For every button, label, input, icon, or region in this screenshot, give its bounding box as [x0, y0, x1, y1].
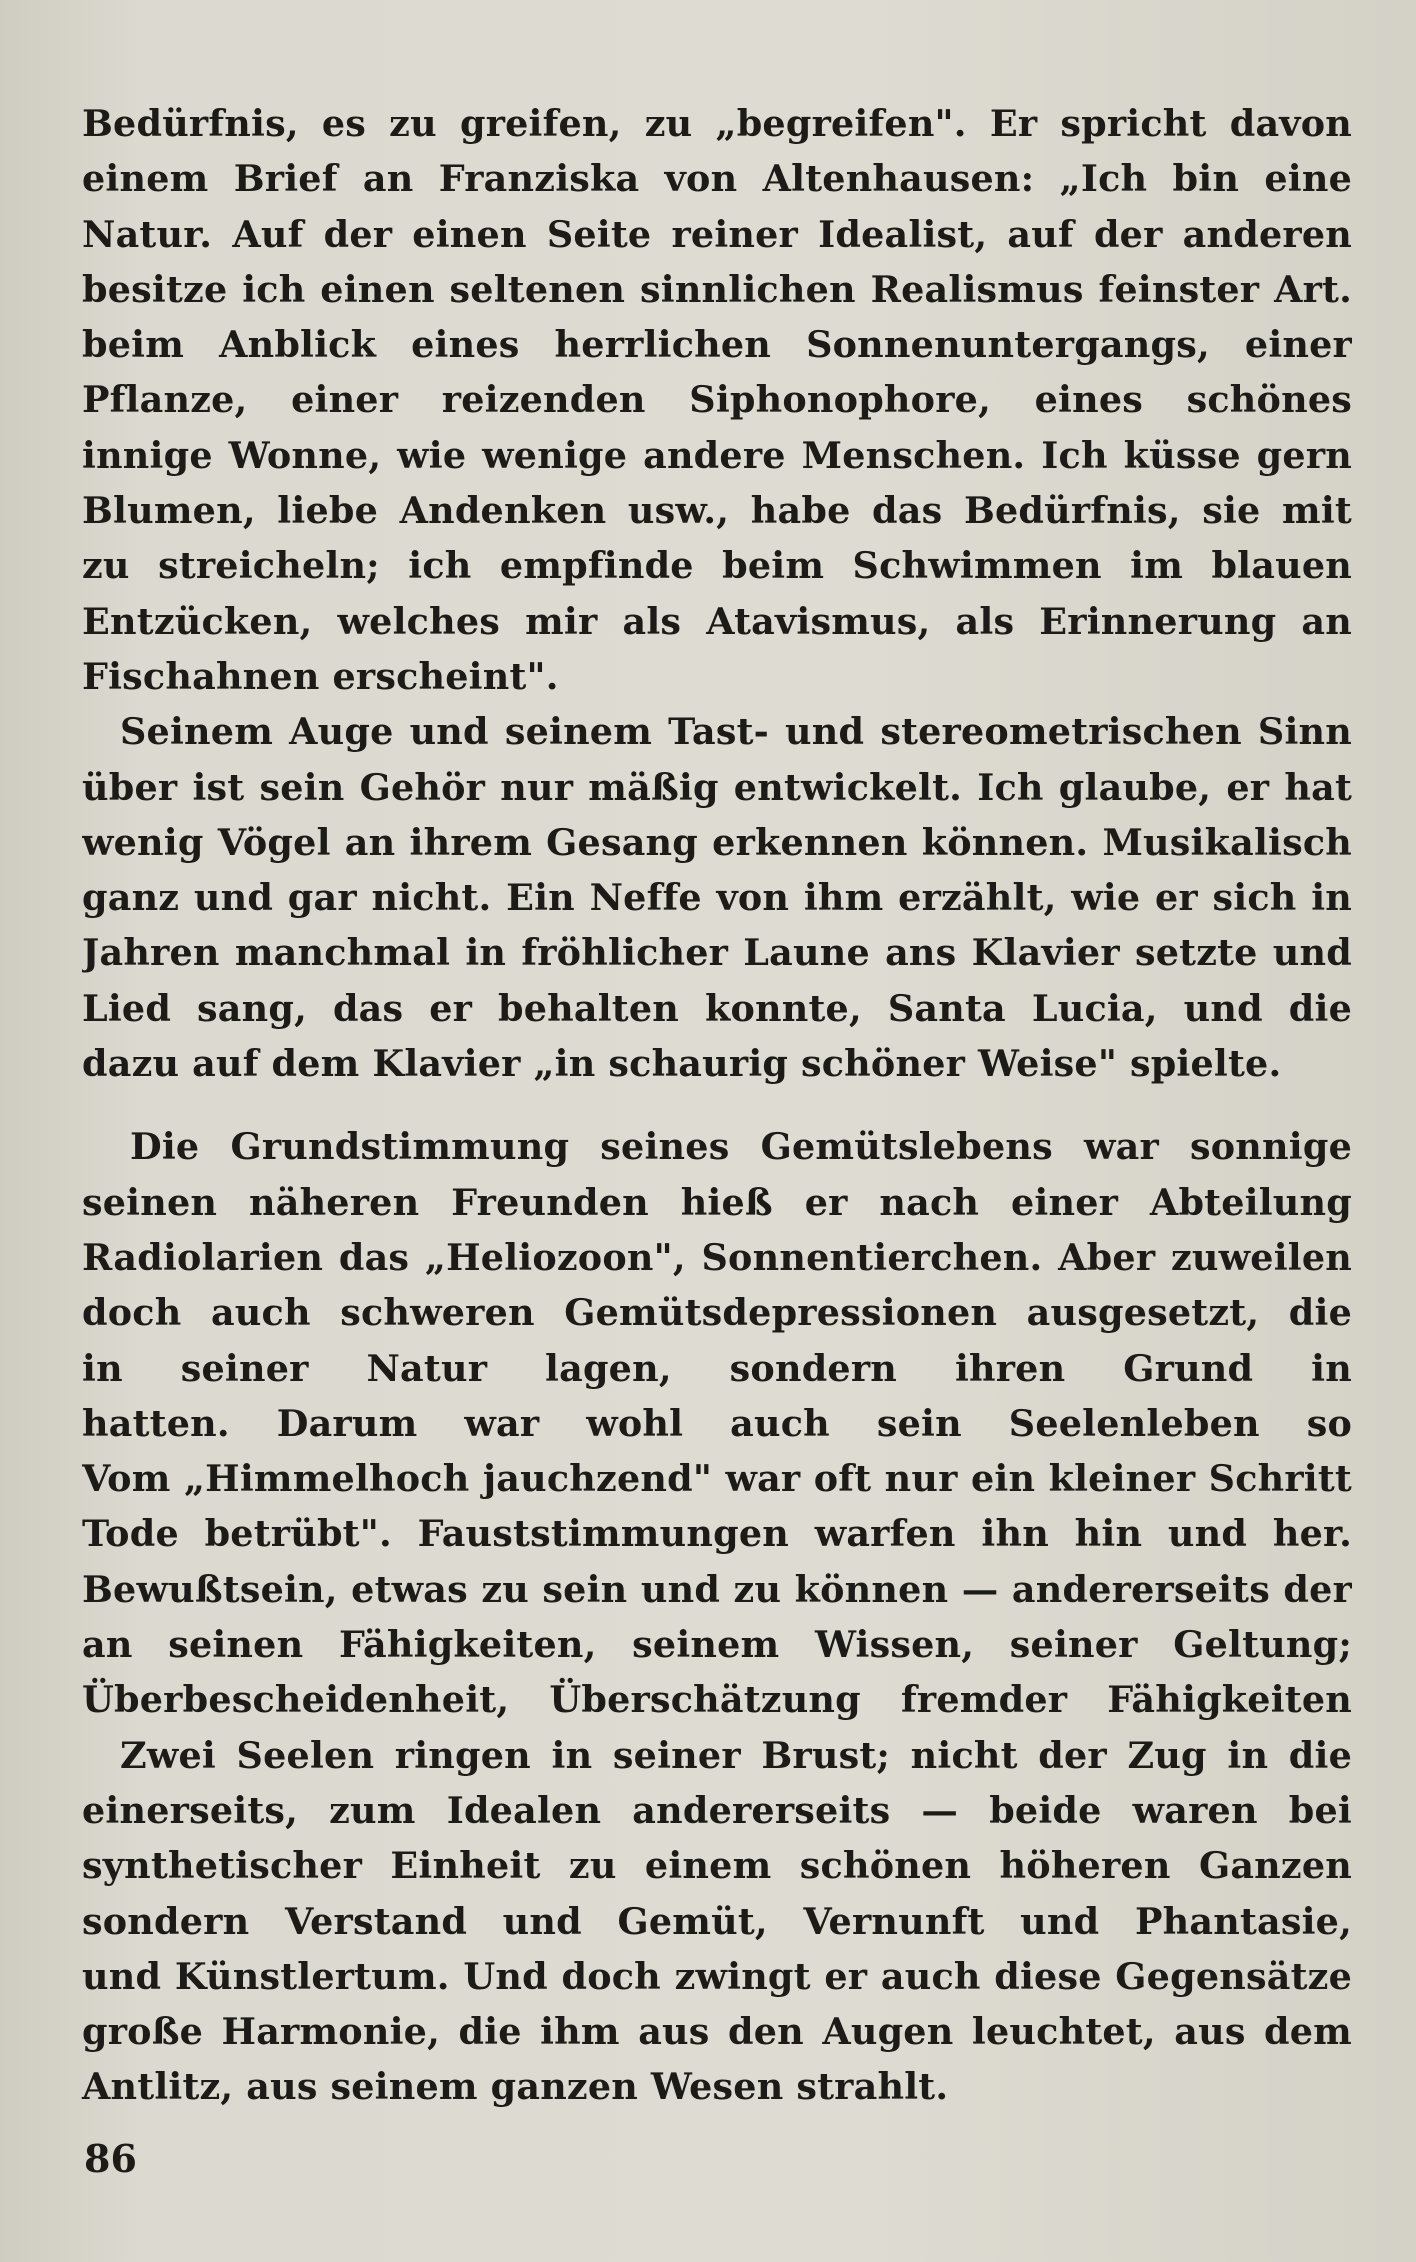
text-line: einem Brief an Franziska von Altenhausen: „Ich bin eine [82, 157, 1352, 201]
text-line: Die Grundstimmung seines Gemütslebens war sonnige [130, 1125, 1352, 1169]
text-line: dazu auf dem Klavier „in schaurig schöner Weise" spielte. [82, 1042, 1282, 1086]
text-line: Natur. Auf der einen Seite reiner Idealist, auf der anderen [82, 212, 1352, 256]
text-line: seinen näheren Freunden hieß er nach einer Abteilung [82, 1180, 1352, 1224]
paragraph-3 [82, 1119, 1352, 1727]
text-line: innige Wonne, wie wenige andere Menschen. Ich küsse gern [82, 433, 1352, 477]
text-line: und Künstlertum. Und doch zwingt er auch diese Gegensätze [82, 1954, 1352, 1998]
text-line: Seinem Auge und seinem Tast- und stereometrischen Sinn [120, 710, 1352, 754]
text-line: besitze ich einen seltenen sinnlichen Realismus feinster Art. [82, 267, 1352, 311]
text-line: Zwei Seelen ringen in seiner Brust; nicht der Zug in die [120, 1733, 1352, 1777]
text-line: Lied sang, das er behalten konnte, Santa Lucia, und die [82, 986, 1352, 1030]
text-line: Bedürfnis, es zu greifen, zu „begreifen". Er spricht davon [82, 102, 1352, 145]
page-number: 86 [84, 2136, 137, 2181]
text-line: Fischahnen erscheint". [82, 654, 559, 698]
text-line: hatten. Darum war wohl auch sein Seelenleben so [82, 1401, 1352, 1445]
text-line: wenig Vögel an ihrem Gesang erkennen können. Musikalisch [82, 820, 1352, 864]
text-line: synthetischer Einheit zu einem schönen höheren Ganzen [82, 1844, 1352, 1888]
paragraph-2 [82, 704, 1352, 1091]
text-line: Tode betrübt". Fauststimmungen warfen ihn hin und her. [82, 1512, 1352, 1556]
text-line: in seiner Natur lagen, sondern ihren Grund in [82, 1346, 1352, 1390]
text-line: doch auch schweren Gemütsdepressionen ausgesetzt, die [82, 1291, 1352, 1335]
text-line: Pflanze, einer reizenden Siphonophore, eines schönes [82, 378, 1352, 422]
paragraph-4 [82, 1728, 1352, 2115]
text-line: Entzücken, welches mir als Atavismus, als Erinnerung an [82, 599, 1352, 643]
text-line: Bewußtsein, etwas zu sein und zu können — andererseits der [82, 1567, 1352, 1611]
text-line: ganz und gar nicht. Ein Neffe von ihm erzählt, wie er sich in [82, 876, 1352, 920]
text-line: Antlitz, aus seinem ganzen Wesen strahlt. [82, 2065, 949, 2109]
text-line: Überbescheidenheit, Überschätzung fremder Fähigkeiten [82, 1678, 1352, 1722]
text-line: zu streicheln; ich empfinde beim Schwimmen im blauen [82, 544, 1352, 588]
text-line: große Harmonie, die ihm aus den Augen leuchtet, aus dem [82, 2010, 1352, 2054]
text-line: Jahren manchmal in fröhlicher Laune ans Klavier setzte und [82, 931, 1352, 975]
text-line: über ist sein Gehör nur mäßig entwickelt. Ich glaube, er hat [82, 765, 1352, 809]
text-line: Radiolarien das „Heliozoon", Sonnentierchen. Aber zuweilen [82, 1235, 1352, 1279]
text-line: Vom „Himmelhoch jauchzend" war oft nur ein kleiner Schritt [82, 1457, 1352, 1501]
body-text [82, 96, 1352, 2115]
text-line: an seinen Fähigkeiten, seinem Wissen, seiner Geltung; [82, 1623, 1352, 1667]
text-line: beim Anblick eines herrlichen Sonnenuntergangs, einer [82, 323, 1352, 367]
paragraph-1 [82, 96, 1352, 704]
text-line: einerseits, zum Idealen andererseits — beide waren bei [82, 1788, 1352, 1832]
text-line: sondern Verstand und Gemüt, Vernunft und Phantasie, [82, 1899, 1352, 1943]
text-line: Blumen, liebe Andenken usw., habe das Bedürfnis, sie mit [82, 489, 1352, 533]
